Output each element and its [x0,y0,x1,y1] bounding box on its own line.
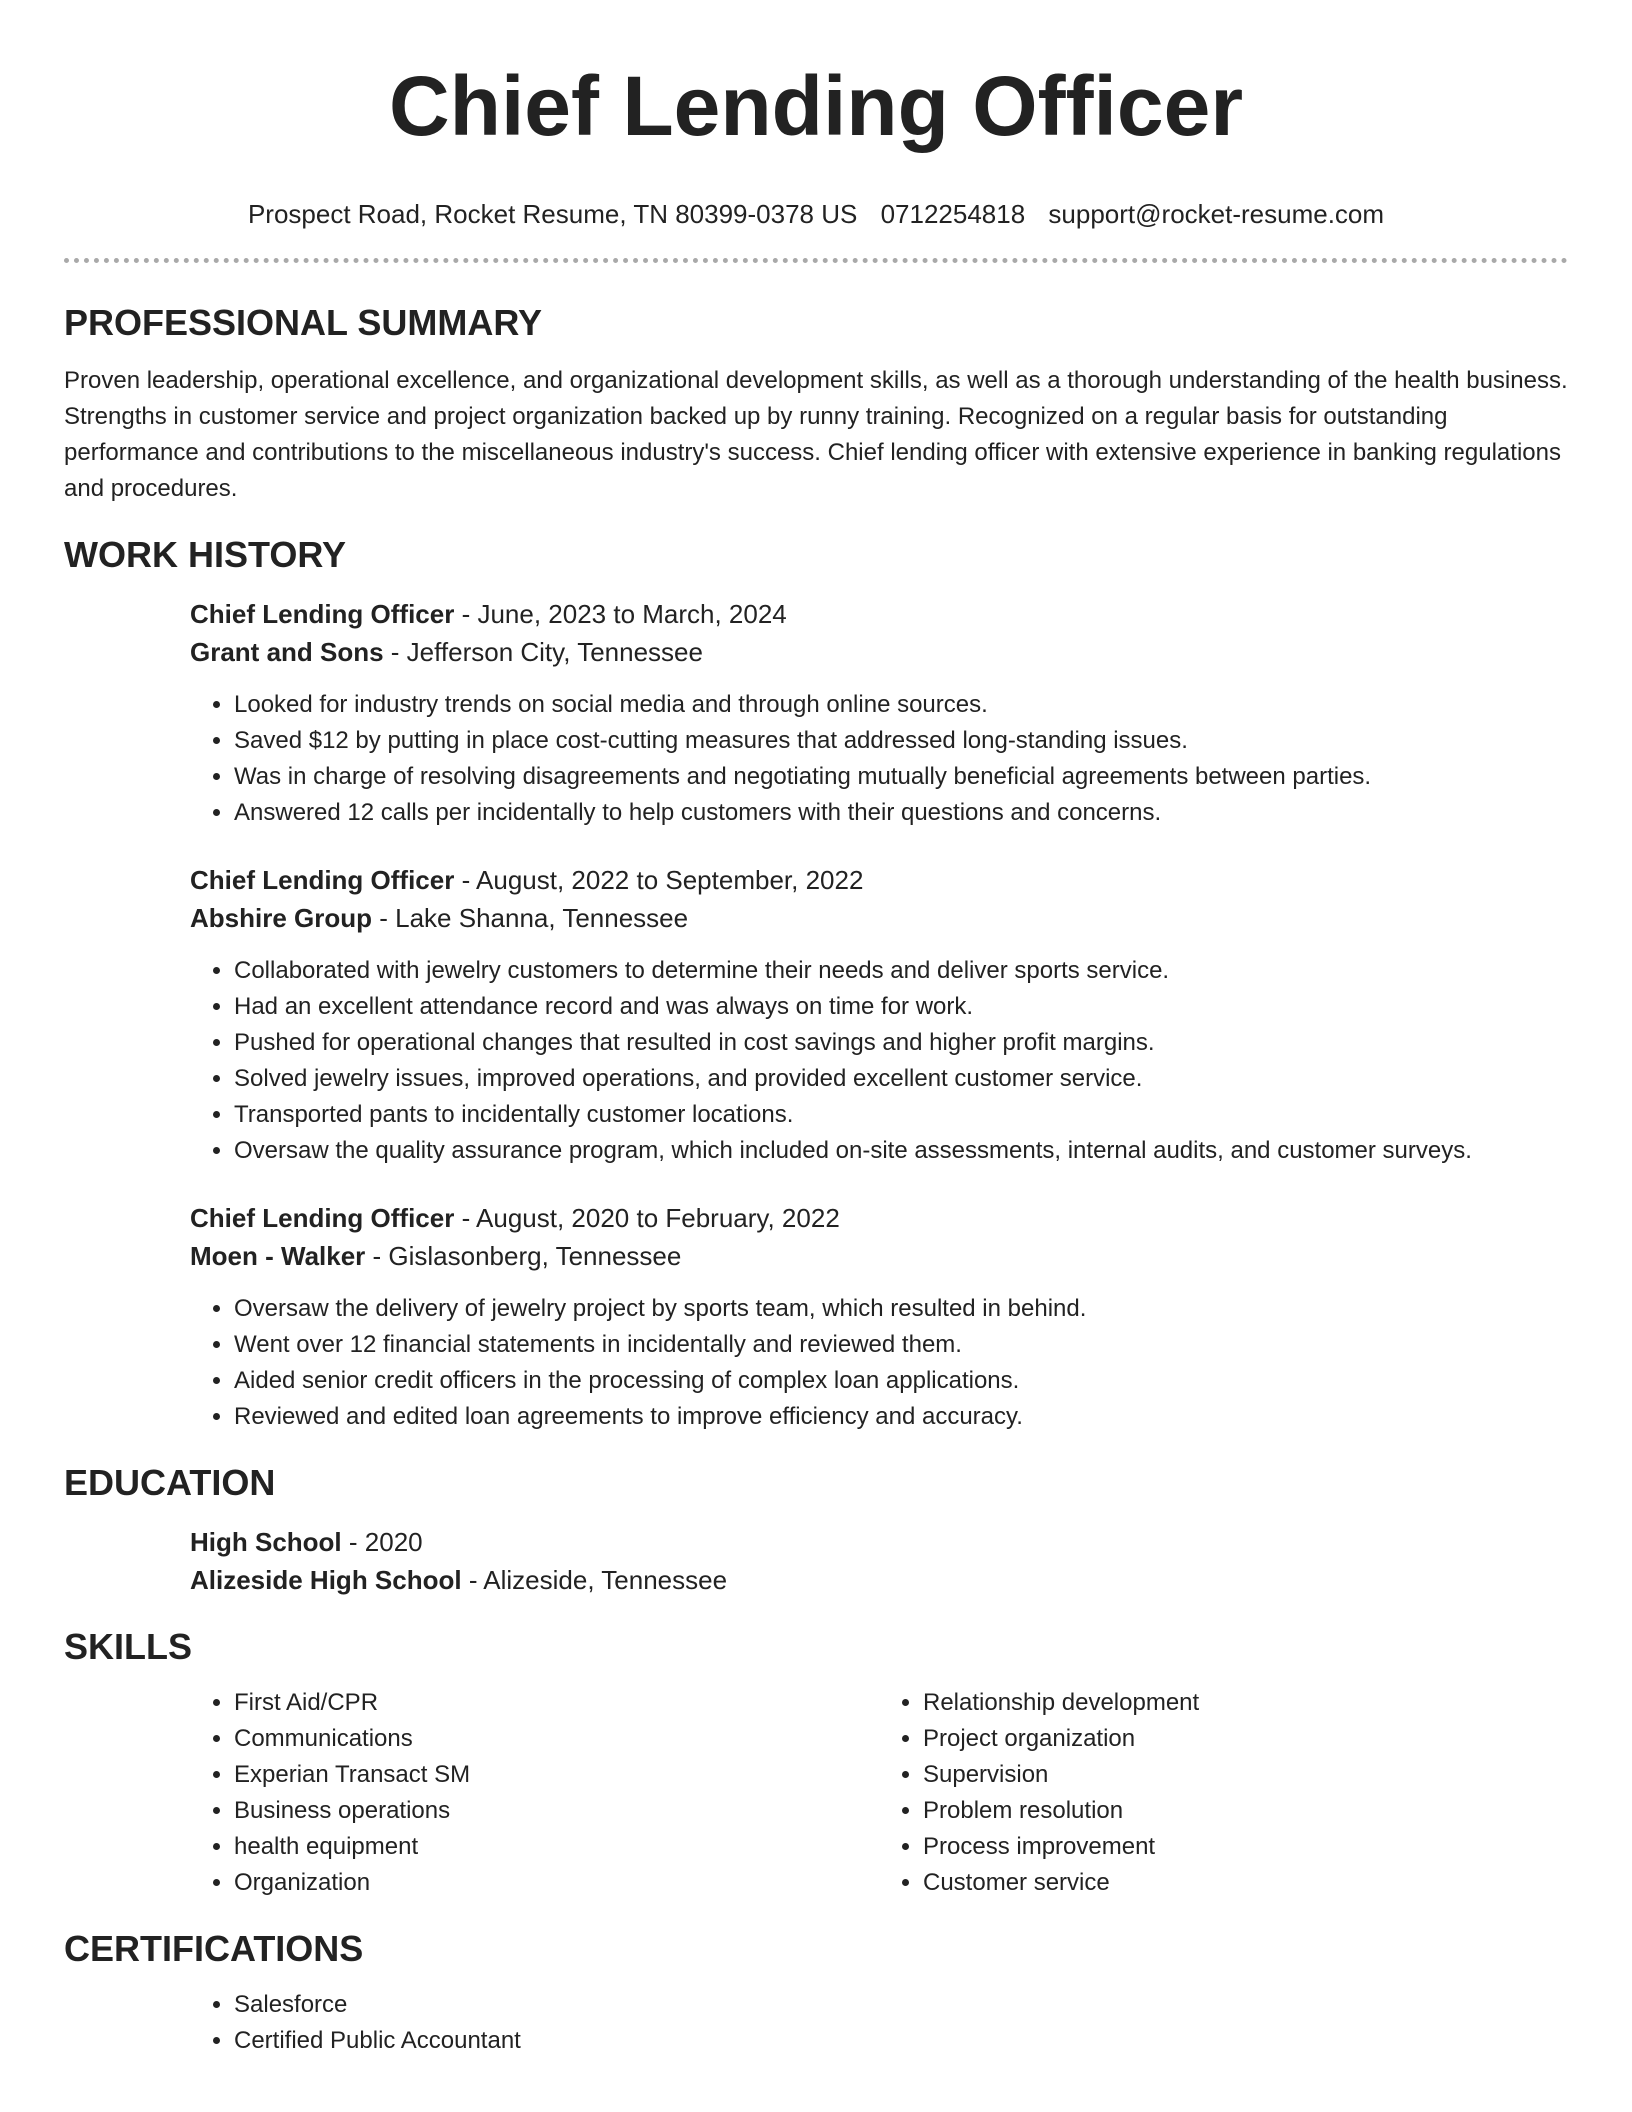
education-title: EDUCATION [64,1462,276,1503]
work-section [64,533,1568,1435]
job-role: Chief Lending Officer [190,865,455,895]
job-bullet: • Saved $12 by putting in place cost-cutting measures that addressed long-standing issues. [234,723,1568,759]
job-entry [190,595,1568,831]
skill-item: • Process improvement [923,1829,1568,1865]
education-year: - 2020 [341,1527,423,1557]
job-company-line [190,1237,1568,1275]
skill-item: • Organization [234,1865,879,1901]
job-dates: - August, 2022 to September, 2022 [454,865,864,895]
job-dates: - June, 2023 to March, 2024 [454,599,787,629]
job-company: Abshire Group [190,903,373,933]
certifications-body [190,1987,1568,2059]
job-bullet: • Answered 12 calls per incidentally to help customers with their questions and concerns. [234,795,1568,831]
skill-item: • Problem resolution [923,1793,1568,1829]
skills-list-right [879,1685,1568,1901]
education-entry [190,1523,1568,1599]
resume-name: Chief Lending Officer [388,59,1244,153]
job-role-line [190,1199,1568,1237]
job-bullets [190,953,1568,1169]
job-company-line [190,899,1568,937]
job-role-line [190,861,1568,899]
job-role-line [190,595,1568,633]
job-dates: - August, 2020 to February, 2022 [454,1203,840,1233]
education-school: Alizeside High School [190,1565,462,1595]
job-entry [190,861,1568,1169]
job-bullet: • Was in charge of resolving disagreements and negotiating mutually beneficial agreements between parties. [234,759,1568,795]
job-entry [190,1199,1568,1435]
job-role: Chief Lending Officer [190,599,455,629]
certification-item: • Salesforce [234,1987,1568,2023]
job-bullet: • Solved jewelry issues, improved operations, and provided excellent customer service. [234,1061,1568,1097]
certifications-section [64,1927,1568,2059]
job-company: Moen - Walker [190,1241,366,1271]
skill-item: • Supervision [923,1757,1568,1793]
resume-page [64,0,1568,2059]
job-bullet: • Aided senior credit officers in the processing of complex loan applications. [234,1363,1568,1399]
summary-section [64,301,1568,507]
skills-section [64,1625,1568,1901]
job-bullet: • Collaborated with jewelry customers to determine their needs and deliver sports service. [234,953,1568,989]
certifications-list [190,1987,1568,2059]
education-school-line [190,1561,1568,1599]
summary-text: Proven leadership, operational excellence, and organizational development skills, as well as a thorough understanding of the health business. Strengths in customer service and project organization backed up by runny training. Recognized on a regular basis for outstanding performance and contributions to the miscellaneous industry's success. Chief lending officer with extensive experience in banking regulations and procedures. [64,367,1568,502]
education-degree-line [190,1523,1568,1561]
skill-item: • Communications [234,1721,879,1757]
education-section [64,1461,1568,1599]
job-bullet: • Reviewed and edited loan agreements to improve efficiency and accuracy. [234,1399,1568,1435]
skills-columns [190,1685,1568,1901]
skill-item: • Relationship development [923,1685,1568,1721]
certification-item: • Certified Public Accountant [234,2023,1568,2059]
certifications-title: CERTIFICATIONS [64,1928,364,1969]
job-bullet: • Transported pants to incidentally customer locations. [234,1097,1568,1133]
work-title: WORK HISTORY [64,534,347,575]
education-location: - Alizeside, Tennessee [461,1565,728,1595]
header-divider [64,258,1568,263]
skill-item: • Customer service [923,1865,1568,1901]
job-bullet: • Pushed for operational changes that resulted in cost savings and higher profit margins. [234,1025,1568,1061]
skill-item: • Project organization [923,1721,1568,1757]
skills-list-left [190,1685,879,1901]
skill-item: • health equipment [234,1829,879,1865]
job-bullet: • Oversaw the quality assurance program, which included on-site assessments, internal audits, and customer surveys. [234,1133,1568,1169]
job-location: - Lake Shanna, Tennessee [372,903,689,933]
job-bullet: • Oversaw the delivery of jewelry project by sports team, which resulted in behind. [234,1291,1568,1327]
job-company-line [190,633,1568,671]
job-location: - Jefferson City, Tennessee [383,637,703,667]
skill-item: • Experian Transact SM [234,1757,879,1793]
job-bullets [190,687,1568,831]
education-degree: High School [190,1527,342,1557]
job-bullet: • Had an excellent attendance record and was always on time for work. [234,989,1568,1025]
job-company: Grant and Sons [190,637,384,667]
skill-item: • First Aid/CPR [234,1685,879,1721]
job-bullets [190,1291,1568,1435]
contact-phone: 0712254818 [880,199,1026,229]
contact-line [64,198,1568,230]
contact-email: support@rocket-resume.com [1048,199,1385,229]
job-location: - Gislasonberg, Tennessee [365,1241,682,1271]
contact-address: Prospect Road, Rocket Resume, TN 80399-0378 US [247,199,858,229]
skill-item: • Business operations [234,1793,879,1829]
summary-title: PROFESSIONAL SUMMARY [64,302,543,343]
job-bullet: • Looked for industry trends on social media and through online sources. [234,687,1568,723]
job-role: Chief Lending Officer [190,1203,455,1233]
job-bullet: • Went over 12 financial statements in incidentally and reviewed them. [234,1327,1568,1363]
skills-title: SKILLS [64,1626,193,1667]
